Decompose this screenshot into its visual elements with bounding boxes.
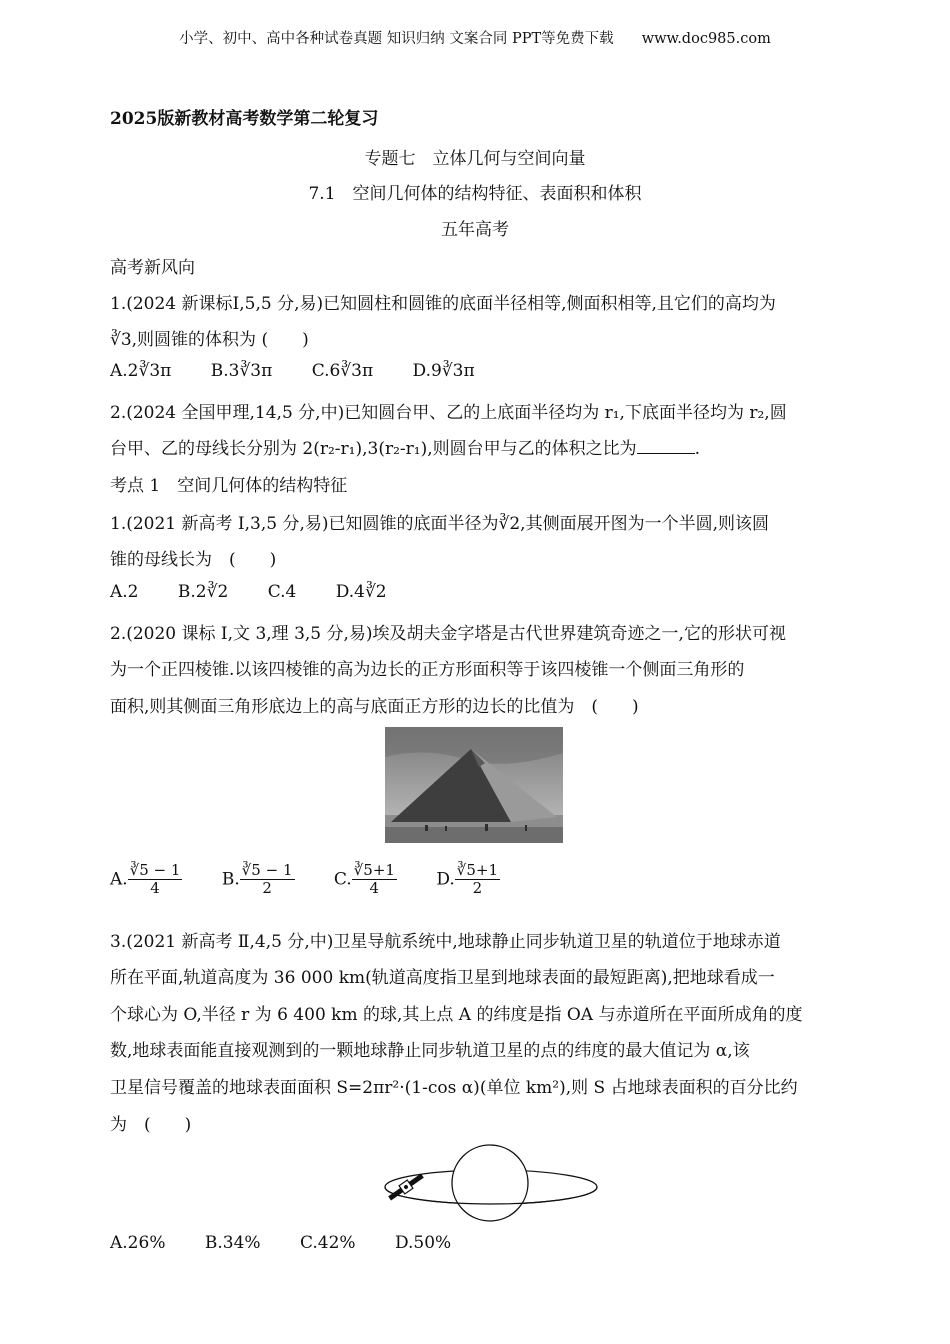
q3-options — [110, 1233, 485, 1253]
option-c-fraction — [352, 862, 397, 898]
satellite-orbit-diagram — [382, 1143, 600, 1225]
answer-blank — [637, 439, 695, 454]
topic-heading: 专题七 立体几何与空间向量 — [364, 149, 586, 169]
option-a — [110, 862, 182, 898]
fraction-denominator: 2 — [262, 879, 272, 898]
fraction-numerator: ∛5+1 — [456, 861, 498, 879]
option-a-fraction — [128, 862, 183, 898]
new-direction-label: 高考新风向 — [110, 258, 195, 278]
fraction-denominator: 4 — [150, 879, 160, 898]
option-b-fraction — [240, 862, 295, 898]
option-c: C.4 — [267, 582, 297, 602]
q-a1-line1: 1.(2024 新课标Ⅰ,5,5 分,易)已知圆柱和圆锥的底面半径相等,侧面积相等,且它们的高均为 — [110, 294, 776, 314]
header-site: www.doc985.com — [641, 31, 771, 47]
option-c: C.6∛3π — [311, 361, 374, 381]
fraction-denominator: 2 — [472, 879, 483, 898]
q-a2-line2 — [110, 434, 700, 459]
q3-line5: 卫星信号覆盖的地球表面面积 S=2πr²·(1-cos α)(单位 km²),则 S 占地球表面积的百分比约 — [110, 1078, 798, 1098]
option-a: A.2 — [110, 582, 139, 602]
q1-line1: 1.(2021 新高考 Ⅰ,3,5 分,易)已知圆锥的底面半径为∛2,其侧面展开图为一个半圆,则该圆 — [110, 514, 769, 534]
option-d — [436, 862, 500, 898]
q2-options — [110, 862, 534, 898]
q1-options — [110, 582, 421, 602]
q3-line2: 所在平面,轨道高度为 36 000 km(轨道高度指卫星到地球表面的最短距离),把地球看成一 — [110, 968, 775, 988]
option-a-label: A. — [110, 869, 128, 890]
q2-line2: 为一个正四棱锥.以该四棱锥的高为边长的正方形面积等于该四棱锥一个侧面三角形的 — [110, 660, 745, 680]
q1-line2: 锥的母线长为 ( ) — [110, 550, 277, 570]
q-a1-options — [110, 361, 509, 381]
option-d: D.4∛2 — [335, 582, 387, 602]
q-a1-line2: ∛3,则圆锥的体积为 ( ) — [110, 330, 309, 350]
option-d-fraction — [455, 862, 500, 898]
q2-line1: 2.(2020 课标 Ⅰ,文 3,理 3,5 分,易)埃及胡夫金字塔是古代世界建筑奇迹之一,它的形状可视 — [110, 624, 786, 644]
q3-line4: 数,地球表面能直接观测到的一颗地球静止同步轨道卫星的点的纬度的最大值记为 α,该 — [110, 1041, 750, 1061]
doc-title: 2025版新教材高考数学第二轮复习 — [110, 109, 379, 129]
q-a2-text: 台甲、乙的母线长分别为 2(r₂-r₁),3(r₂-r₁),则圆台甲与乙的体积之比为 — [110, 439, 637, 459]
option-d: D.50% — [394, 1233, 452, 1253]
option-a: A.26% — [110, 1233, 166, 1253]
kaodian-heading: 考点 1 空间几何体的结构特征 — [110, 476, 348, 496]
option-b: B.3∛3π — [210, 361, 273, 381]
q3-line1: 3.(2021 新高考 Ⅱ,4,5 分,中)卫星导航系统中,地球静止同步轨道卫星的轨道位于地球赤道 — [110, 932, 781, 952]
section-heading: 7.1 空间几何体的结构特征、表面积和体积 — [308, 184, 642, 204]
q3-line3: 个球心为 O,半径 r 为 6 400 km 的球,其上点 A 的纬度是指 OA 与赤道所在平面所成角的度 — [110, 1005, 803, 1025]
page-header — [0, 27, 950, 48]
fraction-numerator: ∛5 − 1 — [241, 861, 293, 879]
q2-line3: 面积,则其侧面三角形底边上的高与底面正方形的边长的比值为 ( ) — [110, 697, 639, 717]
option-c: C.42% — [299, 1233, 356, 1253]
fraction-numerator: ∛5 − 1 — [129, 861, 181, 879]
option-c-label: C. — [333, 869, 352, 890]
option-b: B.2∛2 — [177, 582, 229, 602]
option-b-label: B. — [221, 869, 240, 890]
header-banner: 小学、初中、高中各种试卷真题 知识归纳 文案合同 PPT等免费下载 — [179, 31, 614, 47]
q3-line6: 为 ( ) — [110, 1115, 192, 1135]
pyramid-photo — [385, 727, 563, 843]
option-c — [334, 862, 397, 898]
fraction-denominator: 4 — [369, 879, 380, 898]
q-a2-period: . — [694, 439, 701, 459]
option-d: D.9∛3π — [412, 361, 475, 381]
option-d-label: D. — [436, 869, 455, 890]
satellite-icon — [387, 1171, 426, 1202]
fraction-numerator: ∛5+1 — [353, 861, 395, 879]
option-b — [222, 862, 295, 898]
q-a2-line1: 2.(2024 全国甲理,14,5 分,中)已知圆台甲、乙的上底面半径均为 r₁,下底面半径均为 r₂,圆 — [110, 403, 787, 423]
option-b: B.34% — [204, 1233, 261, 1253]
option-a: A.2∛3π — [110, 361, 172, 381]
subsection-heading: 五年高考 — [441, 220, 509, 240]
